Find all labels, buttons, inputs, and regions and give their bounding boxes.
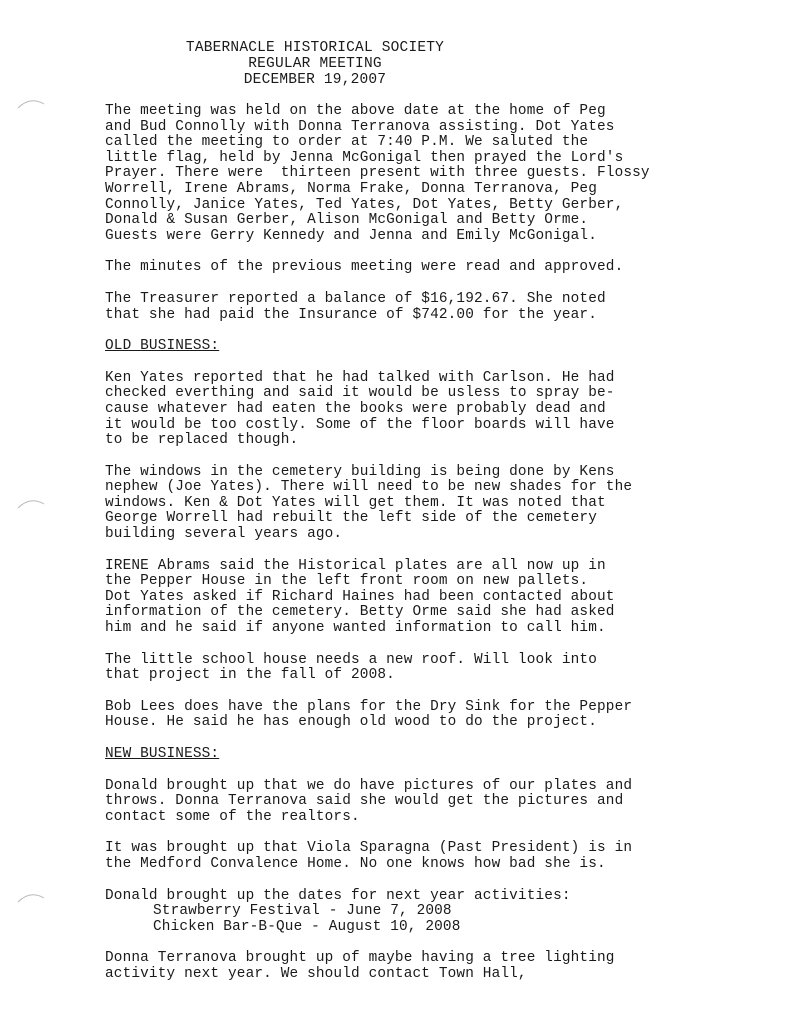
text-line: The Treasurer reported a balance of $16,192.67. She noted <box>105 290 606 307</box>
text-line: Dot Yates asked if Richard Haines had been contacted about <box>105 588 615 605</box>
text-line: information of the cemetery. Betty Orme said she had asked <box>105 604 615 621</box>
document-body <box>105 104 705 999</box>
text-line: Donald brought up that we do have pictures of our plates and <box>105 777 633 794</box>
text-line: Prayer. There were thirteen present with three guests. Flossy <box>105 165 650 182</box>
text-line: Donald & Susan Gerber, Alison McGonigal and Betty Orme. <box>105 212 589 229</box>
activity-item: Strawberry Festival - June 7, 2008 <box>153 903 452 920</box>
text-line: and Bud Connolly with Donna Terranova assisting. Dot Yates <box>105 118 615 135</box>
activity-item: Chicken Bar-B-Que - August 10, 2008 <box>153 918 461 935</box>
punch-hole-mark-top <box>16 96 46 110</box>
text-line: George Worrell had rebuilt the left side of the cemetery <box>105 510 598 527</box>
paragraph-school-house <box>105 653 705 684</box>
text-line: cause whatever had eaten the books were probably dead and <box>105 400 606 417</box>
paragraph-tree-lighting <box>105 951 705 982</box>
text-line: it would be too costly. Some of the floor boards will have <box>105 416 615 433</box>
text-line: Donald brought up the dates for next year activities: <box>105 887 571 904</box>
text-line: Connolly, Janice Yates, Ted Yates, Dot Yates, Betty Gerber, <box>105 196 624 213</box>
text-line: Donna Terranova brought up of maybe having a tree lighting <box>105 950 615 967</box>
text-line: The meeting was held on the above date at the home of Peg <box>105 103 606 119</box>
punch-hole-mark-bottom <box>16 890 46 904</box>
text-line: little flag, held by Jenna McGonigal then prayed the Lord's <box>105 149 624 166</box>
text-line: building several years ago. <box>105 526 343 543</box>
paragraph-pictures <box>105 779 705 826</box>
text-line: that she had paid the Insurance of $742.00 for the year. <box>105 306 598 323</box>
text-line: Ken Yates reported that he had talked with Carlson. He had <box>105 369 615 386</box>
organization-title: TABERNACLE HISTORICAL SOCIETY <box>185 40 445 56</box>
text-line: the Medford Convalence Home. No one knows how bad she is. <box>105 855 606 872</box>
paragraph-dry-sink <box>105 700 705 731</box>
text-line: The minutes of the previous meeting were read and approved. <box>105 259 624 276</box>
text-line: checked everthing and said it would be usless to spray be- <box>105 385 615 402</box>
document-header <box>105 40 525 88</box>
text-line: activity next year. We should contact Town Hall, <box>105 965 527 982</box>
text-line: House. He said he has enough old wood to do the project. <box>105 714 598 731</box>
text-line: to be replaced though. <box>105 432 299 449</box>
paragraph-minutes <box>105 260 705 276</box>
text-line: throws. Donna Terranova said she would get the pictures and <box>105 793 624 810</box>
new-business-heading: NEW BUSINESS: <box>105 746 220 762</box>
paragraph-attendance <box>105 104 705 244</box>
text-line: Worrell, Irene Abrams, Norma Frake, Donna Terranova, Peg <box>105 180 598 197</box>
paragraph-carlson-report <box>105 371 705 449</box>
paragraph-viola-sparagna <box>105 841 705 872</box>
text-line: It was brought up that Viola Sparagna (Past President) is in <box>105 840 633 857</box>
text-line: contact some of the realtors. <box>105 808 360 825</box>
paragraph-treasurer <box>105 292 705 323</box>
text-line: called the meeting to order at 7:40 P.M. We saluted the <box>105 134 589 151</box>
meeting-type: REGULAR MEETING <box>248 56 382 72</box>
text-line: Bob Lees does have the plans for the Dry Sink for the Pepper <box>105 698 633 715</box>
paragraph-historical-plates <box>105 559 705 637</box>
paragraph-activities <box>105 889 705 936</box>
text-line: The windows in the cemetery building is being done by Kens <box>105 463 615 480</box>
old-business-heading: OLD BUSINESS: <box>105 338 220 355</box>
text-line: nephew (Joe Yates). There will need to be new shades for the <box>105 479 633 496</box>
punch-hole-mark-middle <box>16 496 46 510</box>
text-line: The little school house needs a new roof. Will look into <box>105 651 598 668</box>
text-line: that project in the fall of 2008. <box>105 667 395 684</box>
meeting-date: DECEMBER 19,2007 <box>243 72 387 88</box>
paragraph-cemetery-windows <box>105 465 705 543</box>
text-line: him and he said if anyone wanted information to call him. <box>105 620 606 637</box>
text-line: Guests were Gerry Kennedy and Jenna and Emily McGonigal. <box>105 227 598 244</box>
text-line: the Pepper House in the left front room on new pallets. <box>105 573 589 590</box>
text-line: windows. Ken & Dot Yates will get them. It was noted that <box>105 494 606 511</box>
text-line: IRENE Abrams said the Historical plates are all now up in <box>105 557 606 574</box>
